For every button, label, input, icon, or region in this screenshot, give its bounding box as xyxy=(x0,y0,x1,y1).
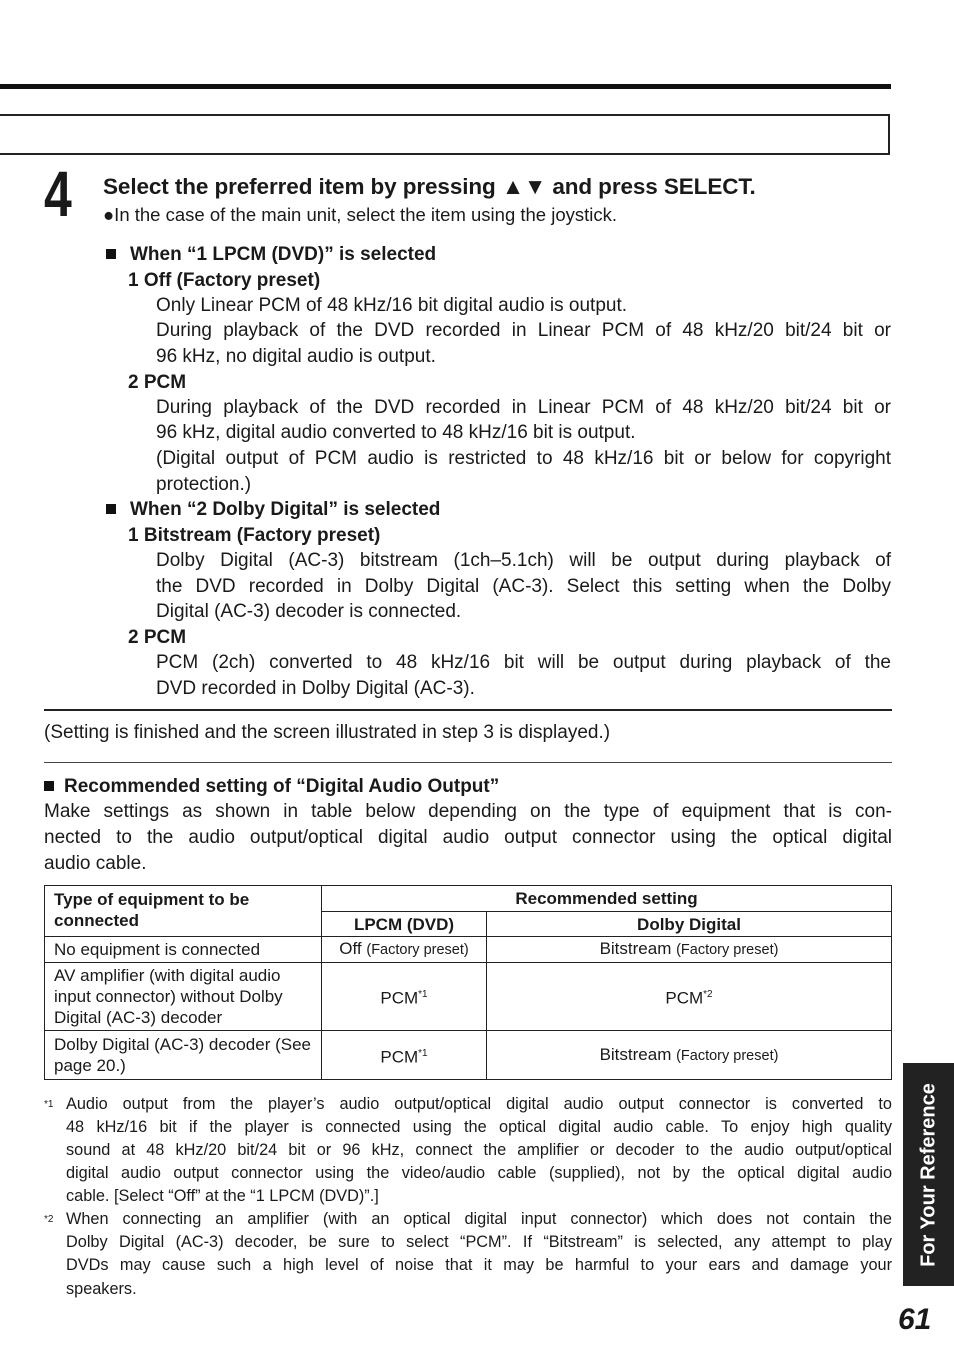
cell-dolby xyxy=(487,963,892,1031)
footnote-1-line: cable. [Select “Off” at the “1 LPCM (DVD)”.] xyxy=(66,1187,379,1205)
cell-dolby-value: Bitstream xyxy=(599,1044,672,1064)
cell-type: No equipment is connected xyxy=(45,937,322,963)
recommended-line: nected to the audio output/optical digital audio output connector using the optical digital xyxy=(44,827,892,848)
lpcm-option-1-title: 1 Off (Factory preset) xyxy=(128,270,321,291)
cell-dolby xyxy=(487,1031,892,1080)
bullet-square-icon xyxy=(106,249,116,259)
header-box xyxy=(0,114,890,155)
footnote-2-line: speakers. xyxy=(66,1280,137,1298)
page-number: 61 xyxy=(898,1303,932,1336)
cell-type: Dolby Digital (AC-3) decoder (See page 20.) xyxy=(45,1031,322,1080)
footnote-1-line: 48 kHz/16 bit if the player is connected using the optical digital audio cable. To enjoy high quality xyxy=(66,1118,892,1136)
lpcm-opt2-line: 96 kHz, digital audio converted to 48 kHz/16 bit is output. xyxy=(156,422,636,443)
recommended-title xyxy=(44,774,499,800)
dolby-opt1-line: Dolby Digital (AC-3) bitstream (1ch–5.1ch) will be output during playback of xyxy=(156,550,891,571)
footnote-2-line: When connecting an amplifier (with an optical digital input connector) which does not contain the xyxy=(66,1210,892,1228)
lpcm-section-title xyxy=(106,242,436,268)
cell-lpcm xyxy=(322,1031,487,1080)
dolby-option-1-title: 1 Bitstream (Factory preset) xyxy=(128,525,381,546)
footnote-2-line: DVDs may cause such a high level of noise that it may be harmful to your ears and damage your xyxy=(66,1256,892,1274)
header-lpcm: LPCM (DVD) xyxy=(322,912,487,937)
footnote-mark: *1 xyxy=(44,1099,54,1110)
cell-dolby-value: PCM xyxy=(665,988,704,1008)
lpcm-option-2-title: 2 PCM xyxy=(128,372,187,393)
dolby-section-title xyxy=(106,497,440,523)
dolby-opt2-line: PCM (2ch) converted to 48 kHz/16 bit will be output during playback of the xyxy=(156,652,891,673)
cell-lpcm-note: (Factory preset) xyxy=(366,942,469,958)
table-row xyxy=(45,963,892,1031)
header-recommended: Recommended setting xyxy=(322,886,892,912)
step-heading: Select the preferred item by pressing ▲▼ and press SELECT. xyxy=(103,174,756,199)
cell-dolby-value: Bitstream xyxy=(599,939,672,958)
recommended-line: audio cable. xyxy=(44,853,147,874)
cell-dolby-note: (Factory preset) xyxy=(676,942,779,958)
dolby-opt2-line: DVD recorded in Dolby Digital (AC-3). xyxy=(156,678,475,699)
cell-lpcm-value: PCM xyxy=(380,988,419,1008)
divider xyxy=(44,762,892,763)
table-row xyxy=(45,1031,892,1080)
side-tab xyxy=(903,1063,954,1286)
lpcm-opt2-line: protection.) xyxy=(156,474,252,495)
header-type: Type of equipment to be connected xyxy=(45,886,322,937)
cell-lpcm-value: Off xyxy=(339,939,362,958)
footnote-1-line: sound at 48 kHz/20 bit/24 bit or 96 kHz, connect the amplifier or decoder to the audio output/optical xyxy=(66,1141,892,1159)
finish-note: (Setting is finished and the screen illustrated in step 3 is displayed.) xyxy=(44,722,611,743)
lpcm-opt1-line: During playback of the DVD recorded in Linear PCM of 48 kHz/20 bit/24 bit or xyxy=(156,320,891,341)
bullet-square-icon xyxy=(106,504,116,514)
dolby-option-2-title: 2 PCM xyxy=(128,627,187,648)
footnote-1-line: Audio output from the player’s audio output/optical digital audio output connector is converted to xyxy=(66,1095,892,1113)
bullet-square-icon xyxy=(44,781,54,791)
lpcm-title-text: When “1 LPCM (DVD)” is selected xyxy=(130,244,437,265)
top-rule xyxy=(0,84,891,89)
lpcm-opt1-line: 96 kHz, no digital audio is output. xyxy=(156,346,436,367)
recommended-settings-table xyxy=(44,885,892,1080)
cell-lpcm-value: PCM xyxy=(380,1047,419,1067)
cell-lpcm xyxy=(322,963,487,1031)
footnote-2-mark xyxy=(44,1208,53,1236)
footnote-ref: *1 xyxy=(418,1047,428,1059)
lpcm-opt2-line: During playback of the DVD recorded in Linear PCM of 48 kHz/20 bit/24 bit or xyxy=(156,397,891,418)
footnote-1-mark xyxy=(44,1093,53,1121)
step-subnote: ●In the case of the main unit, select the item using the joystick. xyxy=(103,204,618,225)
cell-lpcm xyxy=(322,937,487,963)
dolby-opt1-line: Digital (AC-3) decoder is connected. xyxy=(156,601,462,622)
dolby-opt1-line: the DVD recorded in Dolby Digital (AC-3). Select this setting when the Dolby xyxy=(156,576,891,597)
recommended-title-text: Recommended setting of “Digital Audio Output” xyxy=(64,776,500,797)
cell-dolby xyxy=(487,937,892,963)
header-dolby: Dolby Digital xyxy=(487,912,892,937)
footnote-ref: *1 xyxy=(418,989,428,1001)
side-tab-label: For Your Reference xyxy=(917,1082,939,1267)
dolby-title-text: When “2 Dolby Digital” is selected xyxy=(130,499,441,520)
recommended-line: Make settings as shown in table below depending on the type of equipment that is con- xyxy=(44,801,892,822)
cell-dolby-note: (Factory preset) xyxy=(676,1047,779,1064)
lpcm-opt2-line: (Digital output of PCM audio is restricted to 48 kHz/16 bit or below for copyright xyxy=(156,448,891,469)
footnote-1-line: digital audio output connector using the video/audio cable (supplied), not by the optical digital audio xyxy=(66,1164,892,1182)
step-number: 4 xyxy=(44,158,72,230)
cell-type: AV amplifier (with digital audio input connector) without Dolby Digital (AC-3) decoder xyxy=(45,963,322,1031)
divider xyxy=(44,709,892,711)
footnote-mark: *2 xyxy=(44,1214,54,1225)
lpcm-opt1-line: Only Linear PCM of 48 kHz/16 bit digital audio is output. xyxy=(156,295,628,316)
footnote-ref: *2 xyxy=(703,989,713,1001)
table-row xyxy=(45,937,892,963)
footnote-2-line: Dolby Digital (AC-3) decoder, be sure to select “PCM”. If “Bitstream” is selected, any attempt to play xyxy=(66,1233,892,1251)
